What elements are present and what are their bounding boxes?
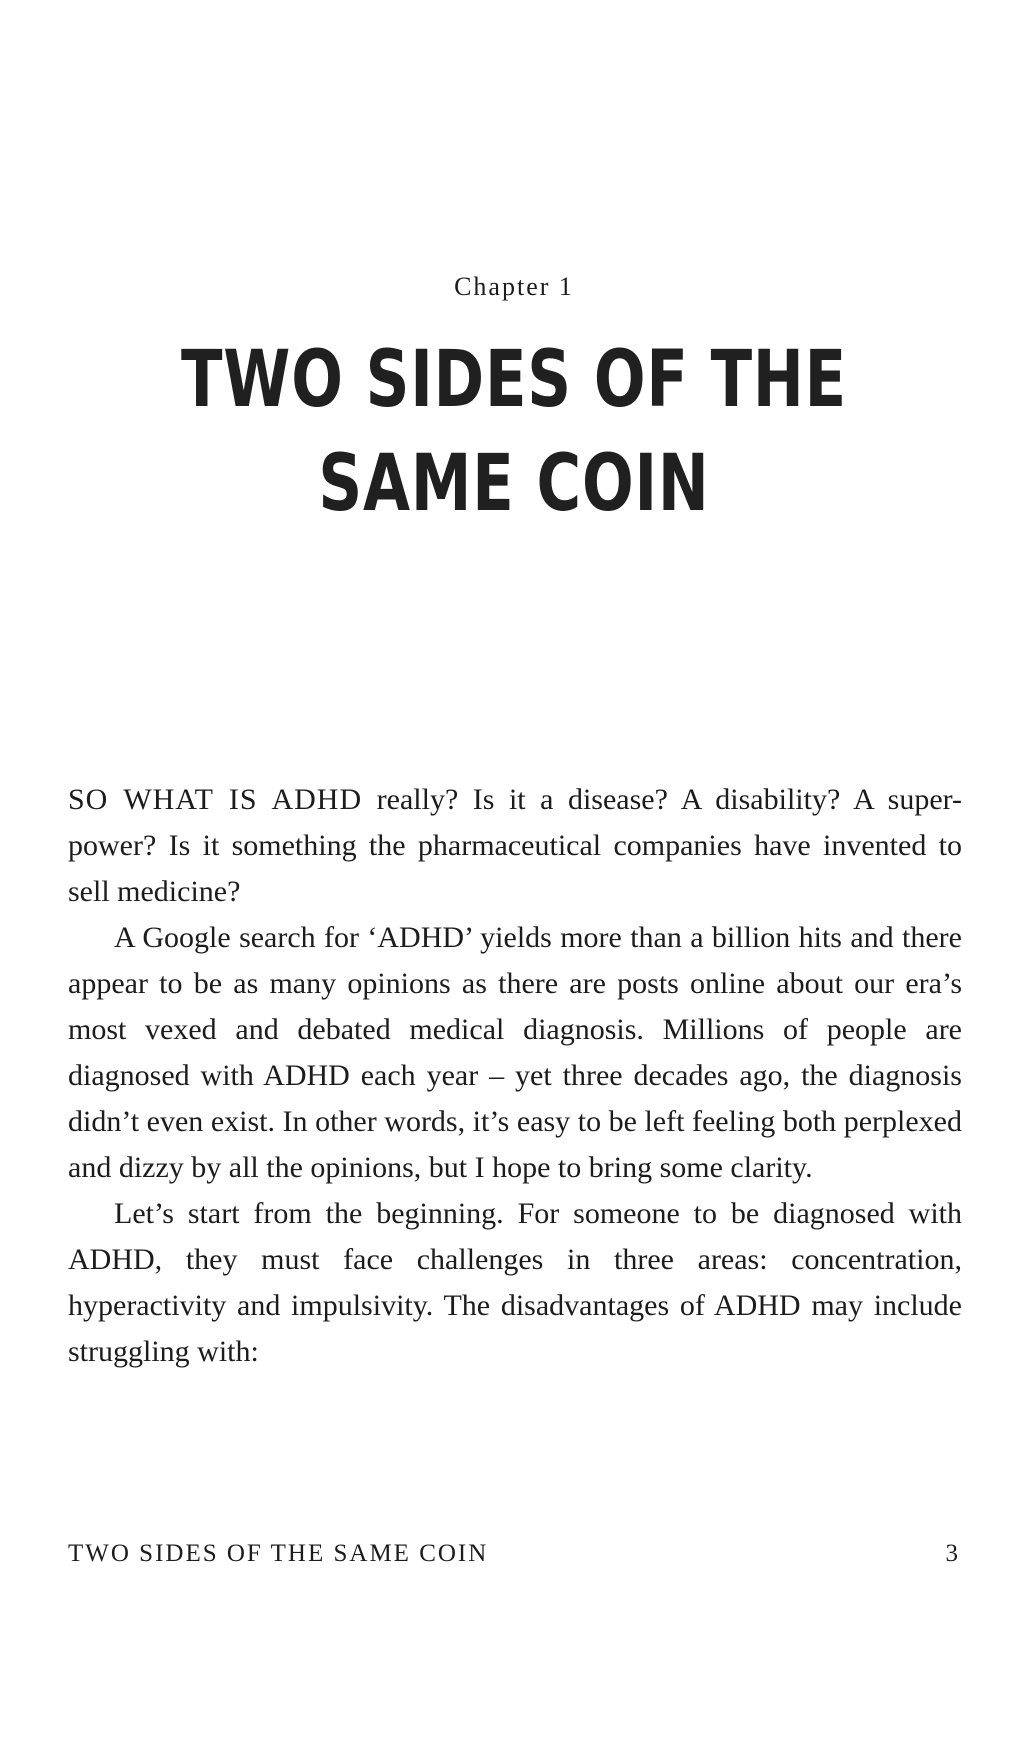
chapter-title-line-2: SAME COIN	[318, 439, 710, 529]
page-number: 3	[945, 1540, 958, 1567]
chapter-title	[113, 328, 915, 536]
paragraph-1	[68, 777, 962, 915]
chapter-title-line-1: TWO SIDES OF THE	[181, 335, 847, 425]
body-text	[68, 777, 962, 1375]
chapter-label	[0, 272, 1028, 302]
paragraph-1-lead: SO WHAT IS ADHD	[68, 783, 363, 816]
paragraph-3: Let’s start from the beginning. For someone to be diagnosed with ADHD, they must face challenges in three areas: concentration, hyperactivity and impulsivity. The disadvantages of ADHD may include struggling with:	[68, 1197, 962, 1368]
chapter-label-text: Chapter 1	[454, 272, 574, 301]
paragraph-1-text: really? Is it a disease? A disability? A super-power? Is it something the pharmaceutical companies have invented to sell medicine?	[68, 783, 963, 908]
running-footer-title: TWO SIDES OF THE SAME COIN	[68, 1540, 489, 1567]
paragraph-2: A Google search for ‘ADHD’ yields more than a billion hits and there appear to be as many opinions as there are posts online about our era’s most vexed and debated medical diagnosis. Millions of people are diagnosed with ADHD each year – yet three decades ago, the diagnosis didn’t even exist. In other words, it’s easy to be left feeling both perplexed and dizzy by all the opinions, but I hope to bring some clarity.	[68, 921, 962, 1184]
